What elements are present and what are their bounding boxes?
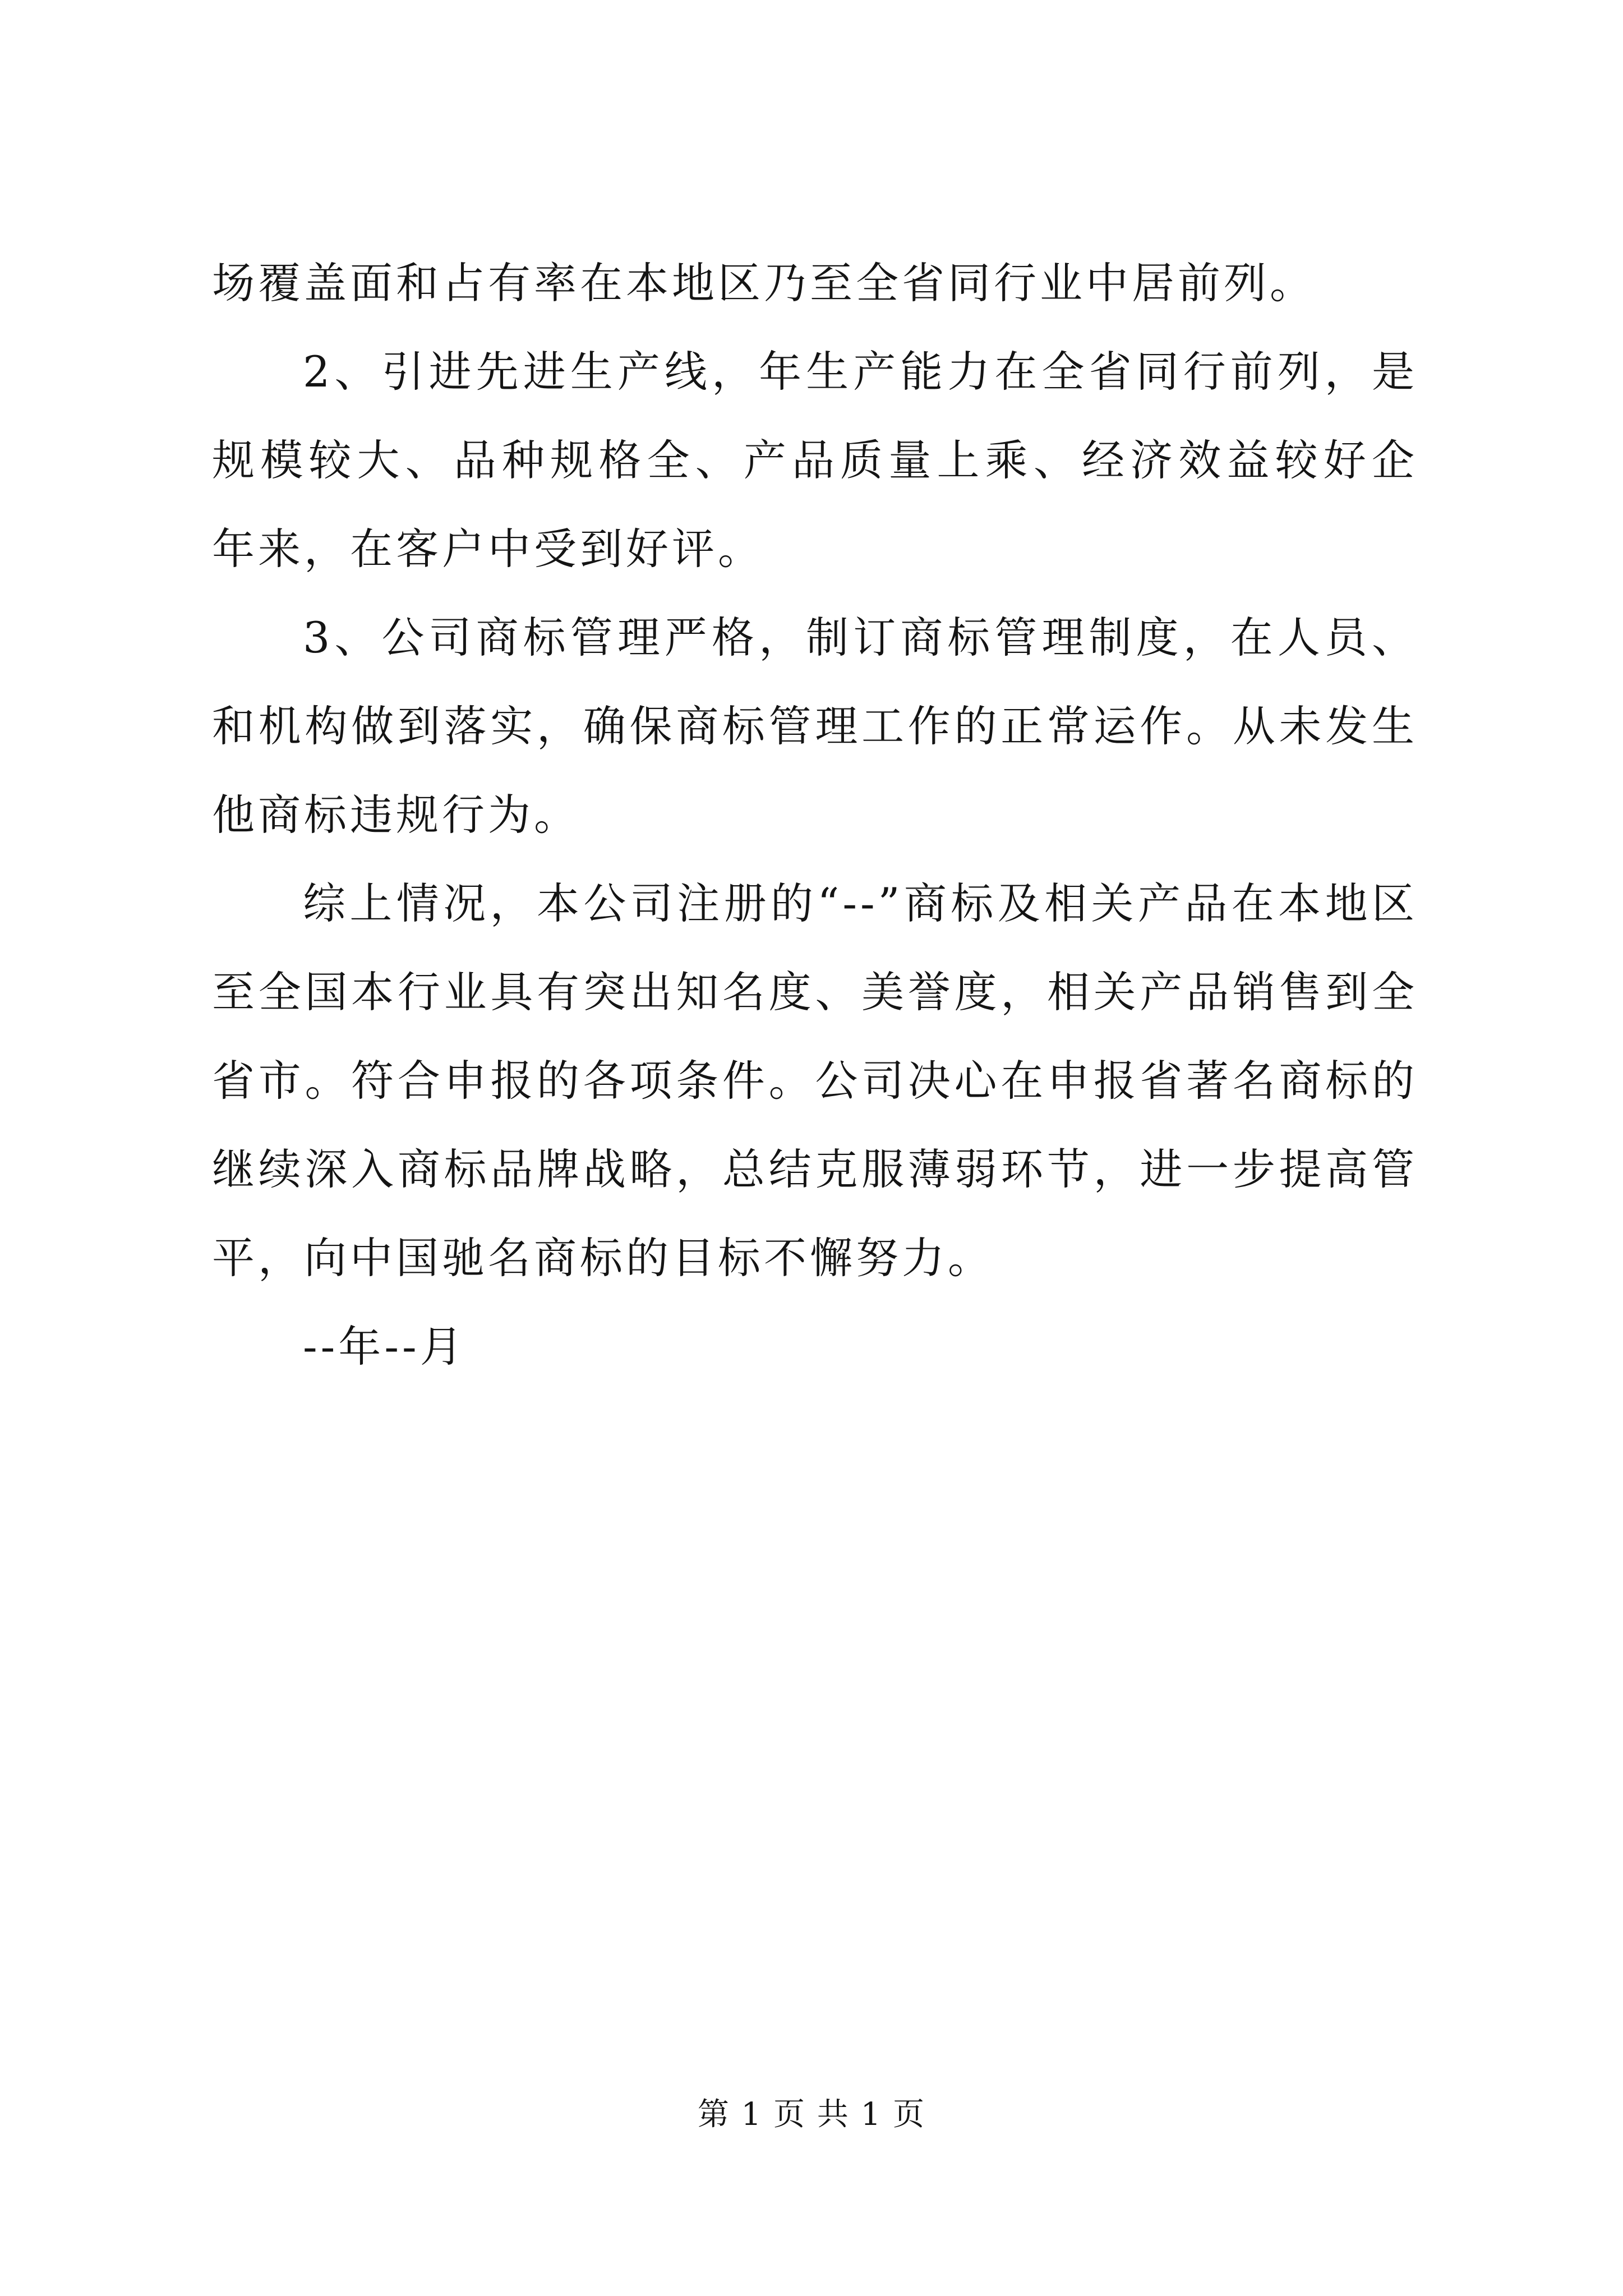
page-footer: 第 1 页 共 1 页	[697, 2096, 926, 2133]
text-line: 综上情况，本公司注册的“--”商标及相关产品在本地区	[303, 878, 1418, 928]
text-line: 他商标违规行为。	[212, 790, 580, 840]
text-line: 规模较大、品种规格全、产品质量上乘、经济效益较好企	[212, 435, 1418, 485]
text-line: 省市。符合申报的各项条件。公司决心在申报省著名商标的	[212, 1056, 1418, 1106]
text-line: 场覆盖面和占有率在本地区乃至全省同行业中居前列。	[212, 258, 1316, 308]
text-line: 2、引进先进生产线，年生产能力在全省同行前列，是	[303, 347, 1418, 397]
document-body	[212, 255, 1418, 1407]
text-line: 和机构做到落实，确保商标管理工作的正常运作。从未发生	[212, 701, 1418, 751]
text-line: 至全国本行业具有突出知名度、美誉度，相关产品销售到全	[212, 967, 1418, 1017]
text-line: 继续深入商标品牌战略，总结克服薄弱环节，进一步提高管	[212, 1144, 1418, 1194]
text-line: 年来，在客户中受到好评。	[212, 524, 764, 574]
text-line: 平，向中国驰名商标的目标不懈努力。	[212, 1233, 994, 1283]
text-line: 3、公司商标管理严格，制订商标管理制度，在人员、	[303, 613, 1418, 662]
date-line: --年--月	[303, 1322, 466, 1372]
